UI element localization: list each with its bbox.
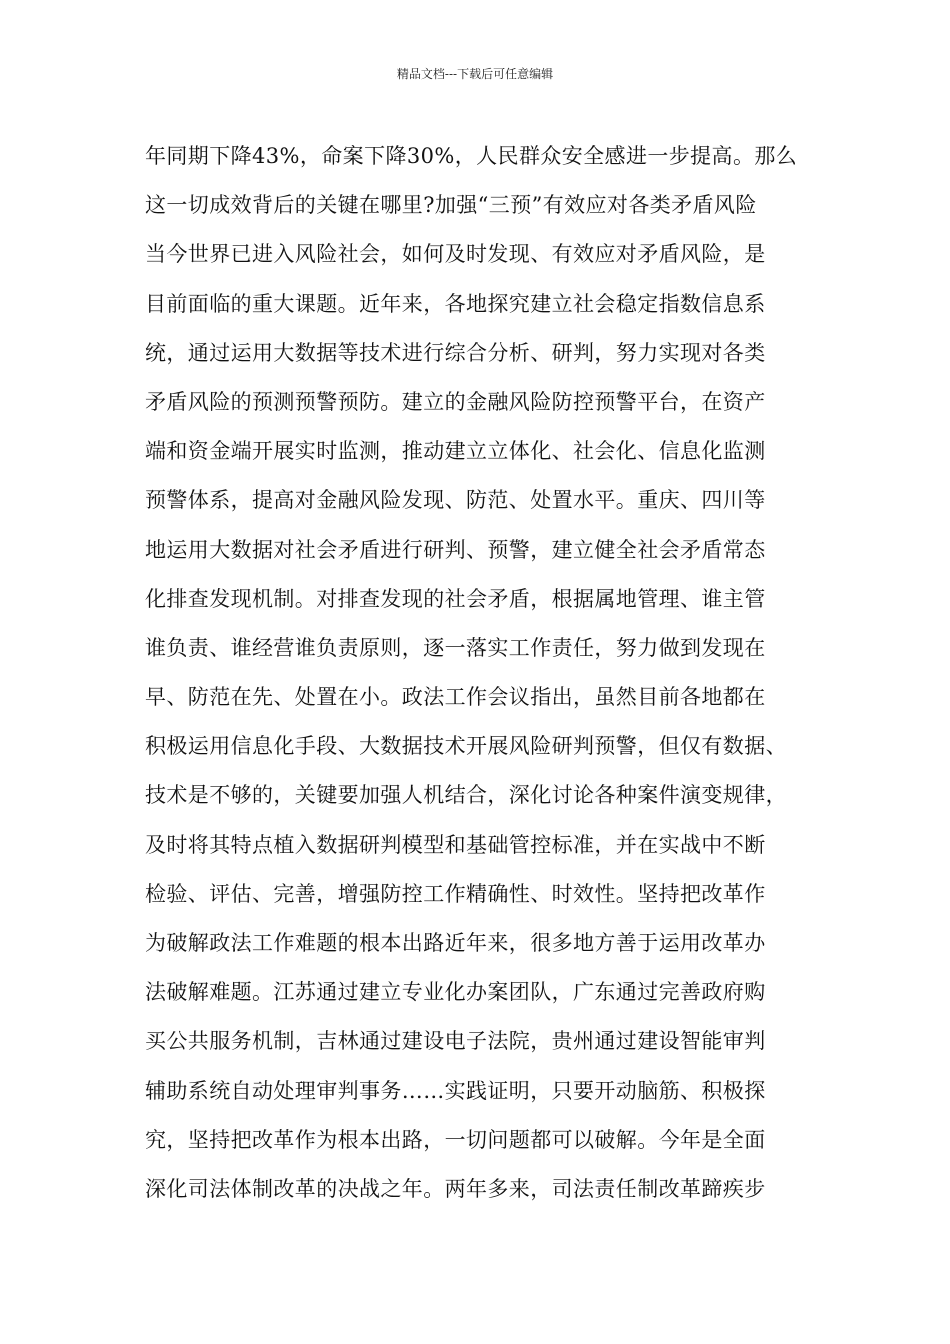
body-line: 及时将其特点植入数据研判模型和基础管控标准，并在实战中不断 bbox=[145, 832, 766, 857]
body-line: 目前面临的重大课题。近年来，各地探究建立社会稳定指数信息系 bbox=[145, 291, 766, 316]
body-text bbox=[145, 132, 825, 1214]
body-line: 年同期下降43%，命案下降30%，人民群众安全感进一步提高。那么 bbox=[145, 144, 798, 168]
body-line: 预警体系，提高对金融风险发现、防范、处置水平。重庆、四川等 bbox=[145, 488, 766, 513]
body-line: 深化司法体制改革的决战之年。两年多来，司法责任制改革蹄疾步 bbox=[145, 1176, 766, 1201]
body-line: 这一切成效背后的关键在哪里?加强“三预”有效应对各类矛盾风险 bbox=[145, 193, 757, 218]
body-line: 究，坚持把改革作为根本出路，一切问题都可以破解。今年是全面 bbox=[145, 1127, 766, 1152]
body-line: 端和资金端开展实时监测，推动建立立体化、社会化、信息化监测 bbox=[145, 439, 766, 464]
body-line: 法破解难题。江苏通过建立专业化办案团队，广东通过完善政府购 bbox=[145, 980, 766, 1005]
body-line: 谁负责、谁经营谁负责原则，逐一落实工作责任，努力做到发现在 bbox=[145, 635, 766, 660]
body-line: 矛盾风险的预测预警预防。建立的金融风险防控预警平台，在资产 bbox=[145, 389, 766, 414]
page-header: 精品文档---下载后可任意编辑 bbox=[396, 67, 554, 81]
body-line: 检验、评估、完善，增强防控工作精确性、时效性。坚持把改革作 bbox=[145, 881, 766, 906]
body-line: 早、防范在先、处置在小。政法工作会议指出，虽然目前各地都在 bbox=[145, 685, 766, 710]
body-line: 买公共服务机制，吉林通过建设电子法院，贵州通过建设智能审判 bbox=[145, 1029, 766, 1054]
body-line: 技术是不够的，关键要加强人机结合，深化讨论各种案件演变规律， bbox=[145, 783, 787, 808]
body-line: 统，通过运用大数据等技术进行综合分析、研判，努力实现对各类 bbox=[145, 340, 766, 365]
body-line: 辅助系统自动处理审判事务……实践证明，只要开动脑筋、积极探 bbox=[145, 1078, 766, 1103]
body-line: 当今世界已进入风险社会，如何及时发现、有效应对矛盾风险，是 bbox=[145, 242, 766, 267]
body-line: 地运用大数据对社会矛盾进行研判、预警，建立健全社会矛盾常态 bbox=[145, 537, 766, 562]
body-line: 化排查发现机制。对排查发现的社会矛盾，根据属地管理、谁主管 bbox=[145, 586, 766, 611]
body-line: 积极运用信息化手段、大数据技术开展风险研判预警，但仅有数据、 bbox=[145, 734, 787, 759]
body-line: 为破解政法工作难题的根本出路近年来，很多地方善于运用改革办 bbox=[145, 931, 766, 955]
